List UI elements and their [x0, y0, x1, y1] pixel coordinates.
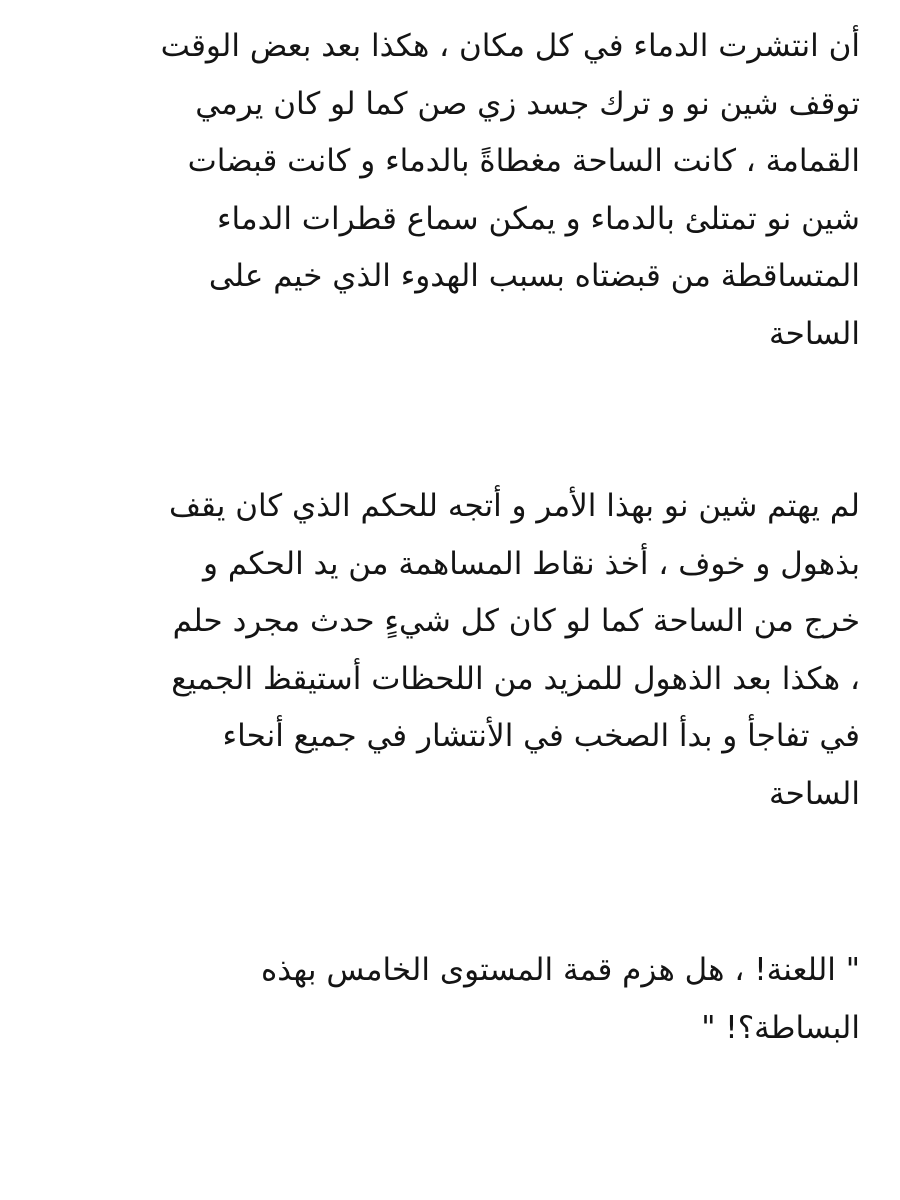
text-line: ، هكذا بعد الذهول للمزيد من اللحظات أستيقظ الجميع	[171, 660, 860, 697]
text-line: لم يهتم شين نو بهذا الأمر و أتجه للحكم الذي كان يقف	[168, 488, 860, 524]
text-line: المتساقطة من قبضتاه بسبب الهدوء الذي خيم على	[208, 258, 860, 294]
text-line: بذهول و خوف ، أخذ نقاط المساهمة من يد الحكم و	[203, 545, 860, 582]
paragraph-1	[40, 18, 860, 363]
text-line: الساحة	[769, 775, 860, 812]
paragraph-3	[40, 942, 860, 1057]
text-line: شين نو تمتلئ بالدماء و يمكن سماع قطرات الدماء	[216, 200, 860, 237]
text-line: الساحة	[769, 315, 860, 352]
text-line: " اللعنة! ، هل هزم قمة المستوى الخامس بهذه	[261, 952, 860, 988]
paragraph-2	[40, 478, 860, 823]
text-line: توقف شين نو و ترك جسد زي صن كما لو كان يرمي	[195, 85, 860, 122]
text-line: في تفاجأ و بدأ الصخب في الأنتشار في جميع أنحاء	[222, 718, 860, 754]
text-line: أن انتشرت الدماء في كل مكان ، هكذا بعد بعض الوقت	[160, 28, 860, 64]
text-line: البساطة؟! "	[701, 1009, 860, 1046]
text-line: خرج من الساحة كما لو كان كل شيءٍ حدث مجرد حلم	[172, 603, 860, 639]
text-line: القمامة ، كانت الساحة مغطاةً بالدماء و كانت قبضات	[187, 143, 860, 179]
